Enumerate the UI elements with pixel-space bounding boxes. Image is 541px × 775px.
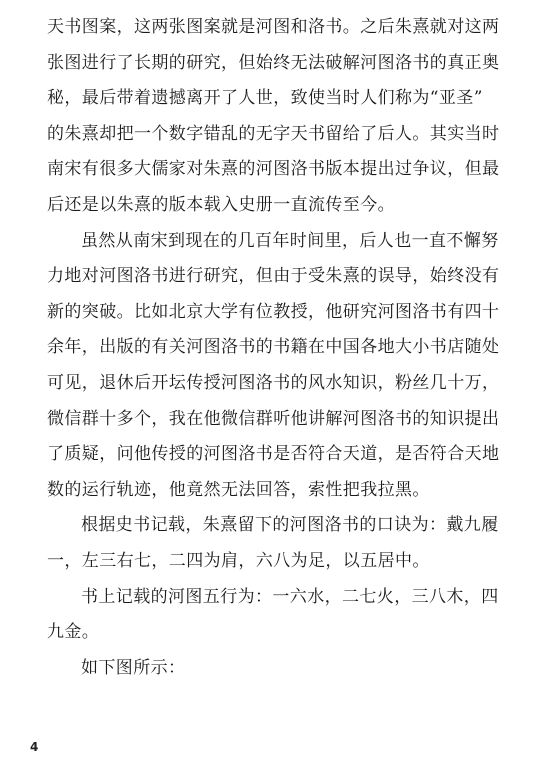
text-line-3: 秘，最后带着遗撼离开了人世，致使当时人们称为“亚圣” <box>47 88 483 109</box>
text-line-12: 微信群十多个，我在他微信群听他讲解河图洛书的知识提出 <box>47 408 500 429</box>
text-line-16: 一，左三右七，二四为肩，六八为足，以五居中。 <box>47 550 430 571</box>
text-line-14: 数的运行轨迹，他竟然无法回答，索性把我拉黑。 <box>47 479 430 500</box>
body-text <box>47 10 503 686</box>
text-line-15: 根据史书记载，朱熹留下的河图洛书的口诀为：戴九履 <box>81 515 499 536</box>
text-line-6: 后还是以朱熹的版本载入史册一直流传至今。 <box>47 194 395 215</box>
text-line-4: 的朱熹却把一个数字错乱的无字天书留给了后人。其实当时 <box>47 123 500 144</box>
text-line-18: 九金。 <box>47 622 100 643</box>
text-line-10: 余年，出版的有关河图洛书的书籍在中国各地大小书店随处 <box>47 337 500 358</box>
text-line-7: 虽然从南宋到现在的几百年时间里，后人也一直不懈努 <box>81 230 499 251</box>
text-line-11: 可见，退休后开坛传授河图洛书的风水知识，粉丝几十万， <box>47 372 500 393</box>
text-line-9: 新的突破。比如北京大学有位教授，他研究河图洛书有四十 <box>47 301 500 322</box>
text-line-1: 天书图案，这两张图案就是河图和洛书。之后朱熹就对这两 <box>47 17 500 37</box>
page-number: 4 <box>30 740 39 754</box>
text-line-17: 书上记载的河图五行为：一六水，二七火，三八木，四 <box>81 586 499 607</box>
text-line-5: 南宋有很多大儒家对朱熹的河图洛书版本提出过争议，但最 <box>47 159 500 180</box>
text-line-2: 张图进行了长期的研究，但始终无法破解河图洛书的真正奥 <box>47 52 500 73</box>
text-line-13: 了质疑，问他传授的河图洛书是否符合天道，是否符合天地 <box>47 444 500 465</box>
text-line-8: 力地对河图洛书进行研究，但由于受朱熹的误导，始终没有 <box>47 266 500 287</box>
text-line-19: 如下图所示： <box>81 657 186 678</box>
